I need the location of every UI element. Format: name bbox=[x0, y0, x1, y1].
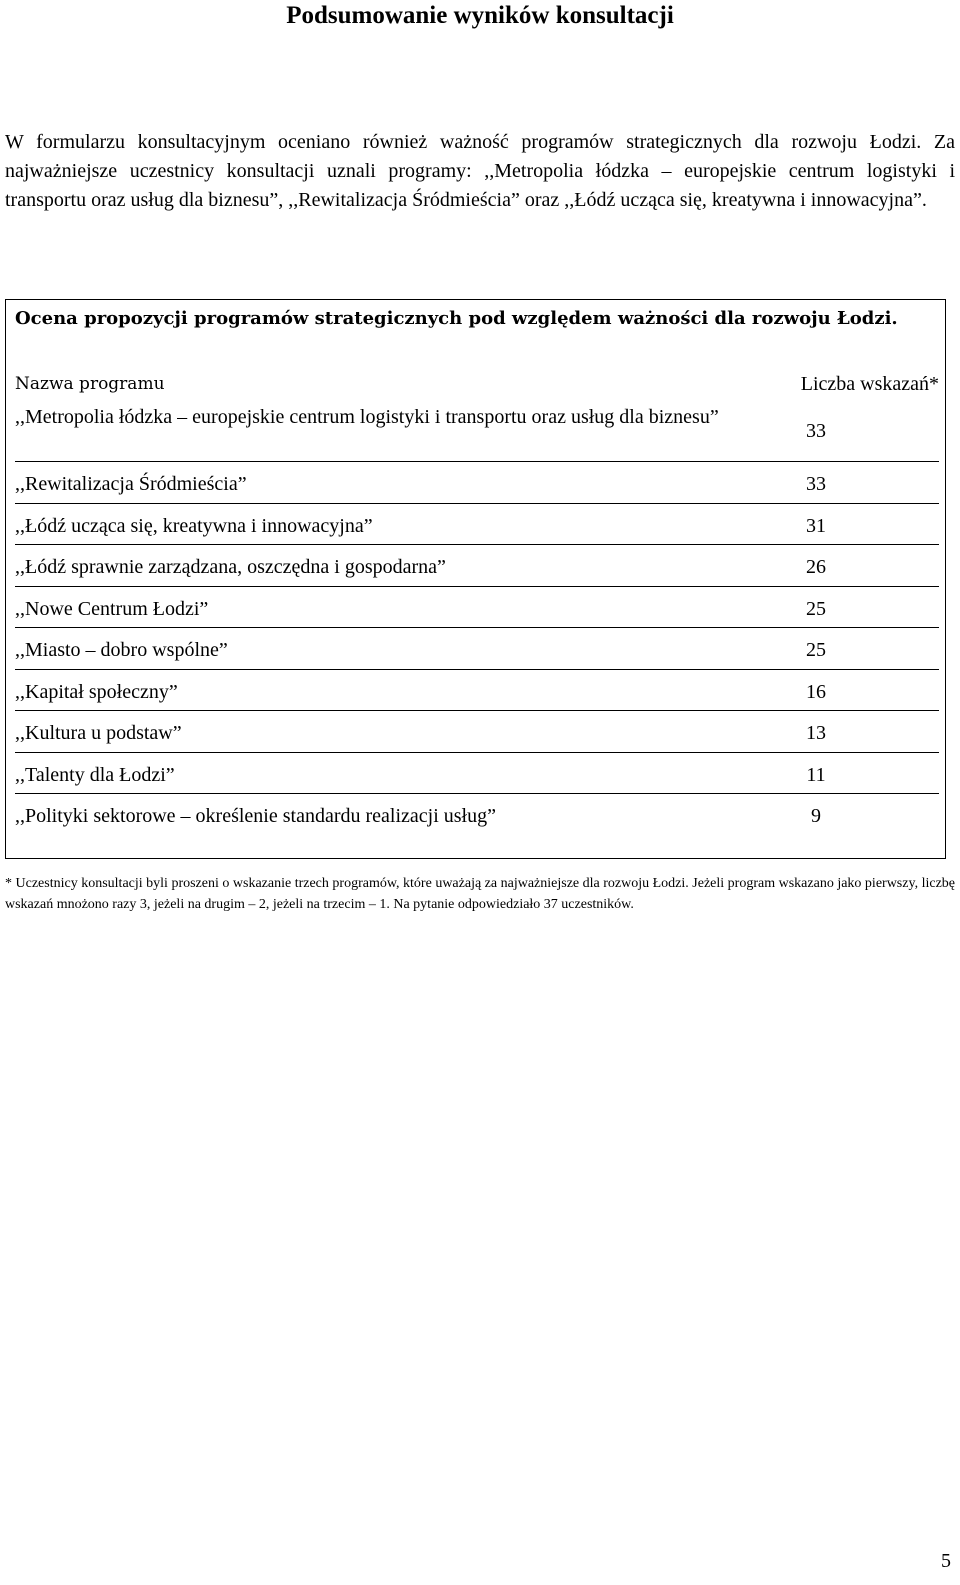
table-row bbox=[15, 628, 939, 670]
table-row bbox=[15, 794, 939, 837]
column-header-count: Liczba wskazań* bbox=[800, 373, 939, 395]
program-name: ,,Polityki sektorowe – określenie standardu realizacji usług” bbox=[15, 805, 496, 827]
program-count: 25 bbox=[806, 639, 826, 661]
program-count: 33 bbox=[806, 420, 826, 442]
footnote: * Uczestnicy konsultacji byli proszeni o wskazanie trzech programów, które uważają za najważniejsze dla rozwoju Łodzi. Jeżeli program wskazano jako pierwszy, liczbę wskazań mnożono razy 3, jeżeli na drugim – 2, jeżeli na trzecim – 1. Na pytanie odpowiedziało 37 uczestników. bbox=[5, 876, 955, 912]
intro-paragraph: W formularzu konsultacyjnym oceniano również ważność programów strategicznych dla rozwoju Łodzi. Za najważniejsze uczestnicy konsultacji uznali programy: ,,Metropolia łódzka – europejskie centrum logistyki i transportu oraz usług dla biznesu”, ,,Rewitalizacja Śródmieścia” oraz ,,Łódź ucząca się, kreatywna i innowacyjna”. bbox=[5, 131, 955, 211]
page-title: Podsumowanie wyników konsultacji bbox=[286, 2, 674, 29]
table-row bbox=[15, 504, 939, 546]
program-count: 13 bbox=[806, 722, 826, 744]
ranking-table-frame bbox=[5, 299, 946, 859]
program-name: ,,Metropolia łódzka – europejskie centrum logistyki i transportu oraz usług dla biznesu” bbox=[15, 406, 719, 428]
program-count: 11 bbox=[806, 763, 826, 786]
ranking-table bbox=[15, 400, 939, 837]
program-name: ,,Nowe Centrum Łodzi” bbox=[15, 597, 209, 620]
program-count: 25 bbox=[806, 597, 826, 620]
page-number: 5 bbox=[941, 1550, 951, 1572]
program-name: ,,Rewitalizacja Śródmieścia” bbox=[15, 473, 247, 495]
program-count: 16 bbox=[806, 680, 826, 703]
program-name: ,,Kultura u podstaw” bbox=[15, 722, 182, 744]
table-title: Ocena propozycji programów strategicznych pod względem ważności dla rozwoju Łodzi. bbox=[15, 308, 898, 329]
program-name: ,,Miasto – dobro wspólne” bbox=[15, 639, 228, 661]
program-count: 26 bbox=[806, 556, 826, 578]
program-name: ,,Łódź sprawnie zarządzana, oszczędna i gospodarna” bbox=[15, 556, 446, 578]
table-row bbox=[15, 400, 939, 462]
table-row bbox=[15, 753, 939, 795]
column-header-program: Nazwa programu bbox=[15, 374, 165, 394]
program-count: 9 bbox=[811, 805, 821, 827]
program-count: 33 bbox=[806, 473, 826, 495]
table-row bbox=[15, 545, 939, 587]
program-name: ,,Kapitał społeczny” bbox=[15, 680, 178, 703]
program-name: ,,Łódź ucząca się, kreatywna i innowacyjna” bbox=[15, 514, 373, 537]
program-name: ,,Talenty dla Łodzi” bbox=[15, 763, 175, 786]
table-row bbox=[15, 711, 939, 753]
table-row bbox=[15, 670, 939, 712]
table-row bbox=[15, 462, 939, 504]
program-count: 31 bbox=[806, 514, 826, 537]
table-row bbox=[15, 587, 939, 629]
